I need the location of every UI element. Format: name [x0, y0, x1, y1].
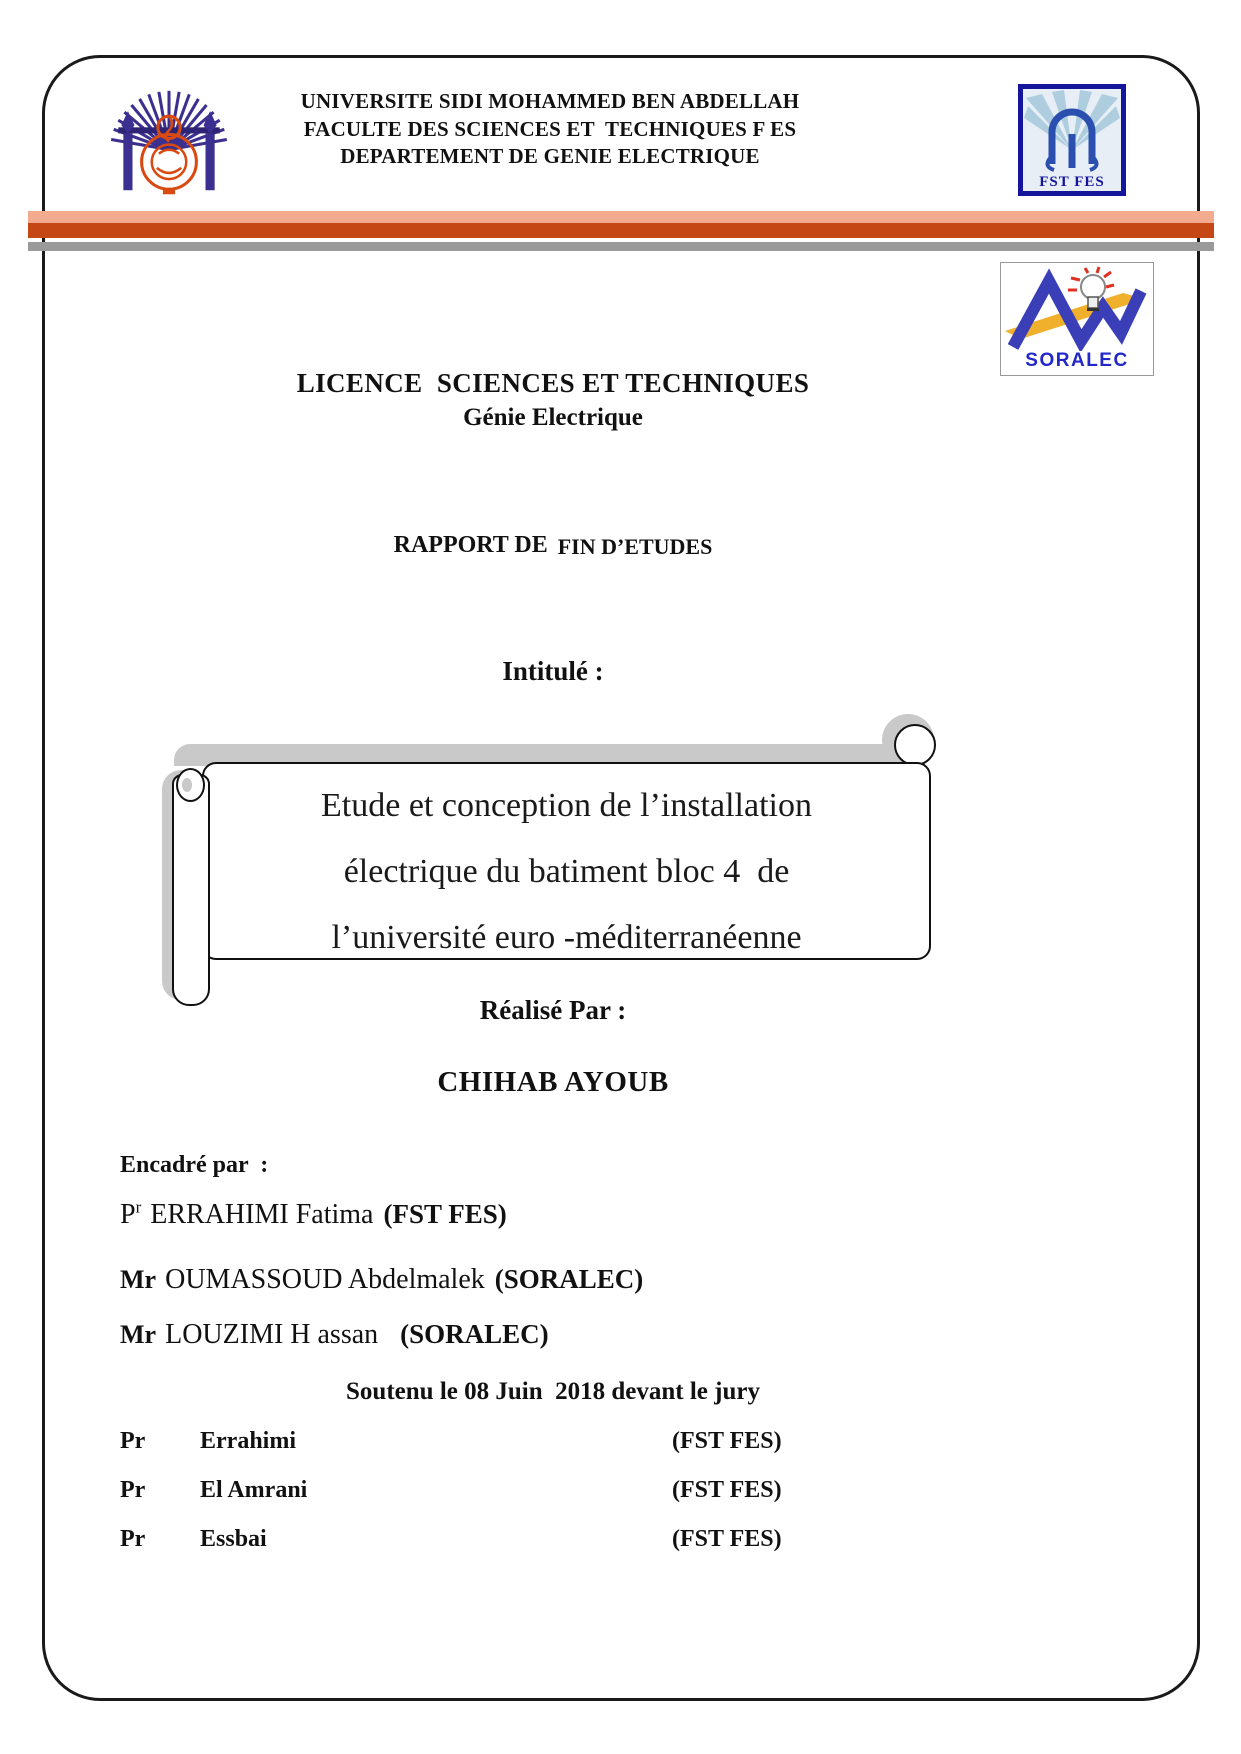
svg-text:FST FES: FST FES [1039, 174, 1105, 190]
specialty-title: Génie Electrique [463, 404, 643, 431]
supervisor-row [120, 1319, 1020, 1351]
jury-org: (FST FES) [672, 1428, 782, 1454]
report-type-part2: FIN D’ETUDES [557, 534, 713, 559]
jury-title: Pr [120, 1428, 146, 1454]
supervisor-prefix: $P^r$ [120, 1198, 142, 1231]
title-scroll-banner [158, 708, 938, 1008]
university-crest-logo-icon [98, 70, 240, 208]
jury-title: Pr [120, 1526, 146, 1552]
degree-title: LICENCE SCIENCES ET TECHNIQUES [296, 368, 810, 398]
realise-label: Réalisé Par : [479, 995, 627, 1025]
report-title [204, 773, 929, 971]
report-title-line2: électrique du batiment bloc 4 de [343, 853, 790, 890]
fst-fes-logo-icon [1018, 84, 1126, 196]
scroll-right-curl [894, 724, 936, 766]
supervisor-name: LOUZIMI H assan [165, 1319, 379, 1350]
scroll-left-curl-dot [182, 778, 192, 792]
author-name: CHIHAB AYOUB [437, 1066, 669, 1098]
stripe-gray [28, 242, 1214, 251]
university-name: UNIVERSITE SIDI MOHAMMED BEN ABDELLAH [300, 89, 800, 113]
supervisor-org: (FST FES) [383, 1199, 507, 1230]
jury-org: (FST FES) [672, 1526, 782, 1552]
report-type [93, 532, 1013, 559]
supervisor-prefix: Mr [120, 1265, 157, 1294]
jury-name: Essbai [200, 1526, 267, 1552]
intitule-label: Intitulé : [502, 656, 604, 686]
stripe-rust [28, 223, 1214, 238]
report-title-line3: l’université euro -méditerranéenne [331, 919, 802, 956]
supervisor-org: (SORALEC) [400, 1319, 549, 1349]
scroll-left-roll [172, 774, 210, 1006]
encadre-label: Encadré par : [120, 1152, 269, 1178]
stripe-salmon [28, 211, 1214, 223]
department-name: DEPARTEMENT DE GENIE ELECTRIQUE [340, 144, 760, 168]
jury-title: Pr [120, 1477, 146, 1503]
soralec-caption: SORALEC [1025, 350, 1129, 371]
supervisor-org: (SORALEC) [494, 1264, 644, 1294]
title-panel [202, 762, 931, 960]
jury-name: Errahimi [200, 1428, 296, 1454]
report-title-line1: Etude et conception de l’installation [321, 787, 812, 824]
supervisor-prefix: Mr [120, 1320, 157, 1349]
report-type-part1: RAPPORT DE [393, 532, 548, 558]
supervisor-name: OUMASSOUD Abdelmalek [165, 1264, 485, 1295]
header-institution [230, 88, 870, 171]
defense-line: Soutenu le 08 Juin 2018 devant le jury [346, 1378, 760, 1405]
soralec-logo-icon [1001, 265, 1151, 351]
supervisor-row [120, 1198, 1020, 1231]
supervisor-row [120, 1264, 1020, 1296]
faculty-name: FACULTE DES SCIENCES ET TECHNIQUES F ES [303, 116, 797, 141]
jury-name: El Amrani [200, 1477, 308, 1503]
jury-org: (FST FES) [672, 1477, 782, 1503]
soralec-logo [1000, 262, 1154, 376]
supervisor-name: ERRAHIMI Fatima [150, 1199, 374, 1231]
